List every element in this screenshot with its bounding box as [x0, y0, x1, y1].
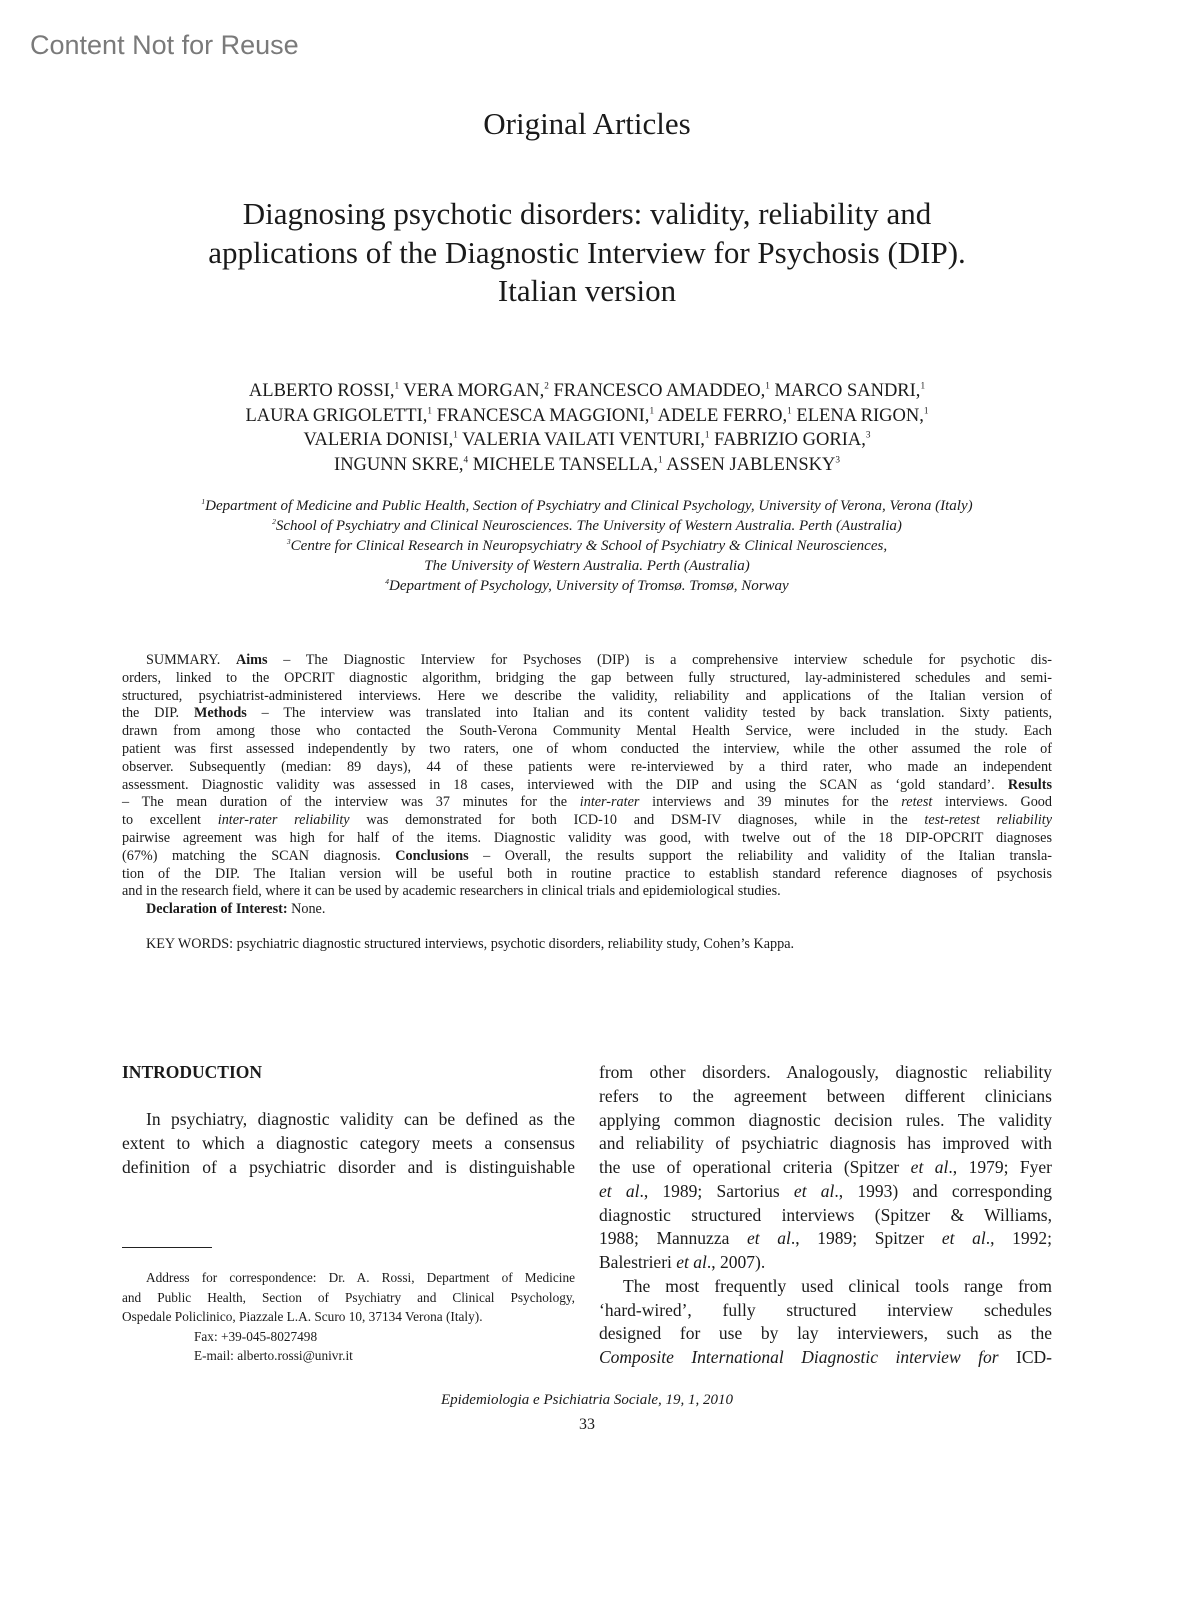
text-line: [0, 379, 1174, 404]
text-line: [0, 496, 1174, 516]
text-segment: Balestrieri: [599, 1252, 677, 1272]
text-line: [122, 652, 1052, 670]
text-line: [122, 1307, 575, 1327]
affiliation-marker: 1: [453, 431, 458, 442]
text-segment: (67%) matching the SCAN diagnosis.: [122, 847, 396, 864]
page-number: 33: [579, 1416, 595, 1433]
text-segment: FRANCESCA MAGGIONI,: [432, 405, 650, 426]
text-line: [0, 428, 1174, 453]
text-segment: The University of Western Australia. Perth (Australia): [424, 558, 750, 574]
text-line: [122, 1132, 575, 1156]
text-segment: SUMMARY.: [146, 652, 236, 668]
text-segment: the DIP.: [122, 705, 194, 722]
text-line: [122, 901, 1052, 919]
text-segment: VERA MORGAN,: [399, 381, 545, 401]
text-segment: FABRIZIO GORIA,: [709, 430, 866, 451]
text-segment: None.: [287, 901, 326, 918]
affiliation-marker: 2: [544, 381, 549, 392]
title-line: Italian version: [497, 273, 677, 308]
text-line: [122, 830, 1052, 848]
body-column-right: [599, 1061, 1052, 1370]
text-line: [599, 1061, 1052, 1085]
text-segment: interviews. Good: [932, 794, 1052, 811]
watermark: Content Not for Reuse: [30, 30, 299, 60]
italic-text: et al: [793, 1180, 835, 1201]
text-line: [599, 1132, 1052, 1156]
italic-text: inter-rater reliability: [217, 812, 350, 829]
text-segment: In psychiatry, diagnostic validity can be defined as the: [146, 1109, 575, 1129]
italic-text: et al: [910, 1157, 949, 1177]
text-line: [0, 556, 1174, 576]
text-segment: E-mail: alberto.rossi@univr.it: [194, 1348, 353, 1363]
affiliation-marker: 1: [201, 497, 206, 506]
text-segment: tion of the DIP. The Italian version will be useful both in routine practice to establish standard reference diagnoses of psychosis: [122, 865, 1052, 882]
affiliation-marker: 1: [920, 381, 926, 392]
text-line: [122, 866, 1052, 884]
italic-text: et al: [599, 1180, 640, 1201]
text-line: [599, 1109, 1052, 1133]
text-line: [122, 1327, 575, 1347]
text-segment: ELENA RIGON,: [791, 405, 924, 426]
text-line: [122, 848, 1052, 866]
text-segment: the use of operational criteria (Spitzer: [599, 1157, 911, 1177]
text-segment: Centre for Clinical Research in Neuropsychiatry & School of Psychiatry & Clinical Neurosciences,: [290, 538, 888, 554]
affiliation-marker: 1: [787, 406, 792, 417]
affiliation-marker: 1: [923, 406, 929, 417]
title-line: applications of the Diagnostic Interview for Psychosis (DIP).: [208, 234, 966, 270]
text-line: [599, 1251, 1052, 1275]
text-segment: FRANCESCO AMADDEO,: [548, 381, 766, 401]
text-segment: VALERIA DONISI,: [303, 430, 454, 451]
text-segment: ICD-: [998, 1347, 1053, 1367]
text-line: [122, 1288, 575, 1308]
text-segment: ALBERTO ROSSI,: [248, 381, 395, 401]
affiliation-marker: 3: [286, 537, 291, 546]
text-line: [122, 1156, 575, 1180]
text-segment: patient was first assessed independently by two raters, one of whom conducted the interview, while the other assumed the role of: [122, 740, 1052, 757]
text-line: [599, 1227, 1052, 1251]
text-segment: pairwise agreement was high for half of the items. Diagnostic validity was good, with twelve out of the 18 DIP-OPCRIT diagnoses: [122, 829, 1052, 846]
keywords: KEY WORDS: psychiatric diagnostic structured interviews, psychotic disorders, reliability study, Cohen’s Kappa.: [146, 936, 795, 952]
text-line: [599, 1346, 1052, 1370]
text-segment: orders, linked to the OPCRIT diagnostic algorithm, bridging the gap between fully structured, lay-administered schedules and semi-: [122, 669, 1052, 686]
article-title: [0, 195, 1174, 311]
text-segment: MARCO SANDRI,: [769, 381, 921, 401]
affiliation-marker: 1: [765, 381, 770, 392]
text-segment: – The Diagnostic Interview for Psychoses (DIP) is a comprehensive interview schedule for psychotic dis-: [267, 652, 1052, 668]
text-line: [122, 1108, 575, 1132]
text-segment: drawn from among those who contacted the South-Verona Community Mental Health Service, were included in the study. Each: [122, 723, 1052, 740]
text-segment: MICHELE TANSELLA,: [468, 455, 658, 476]
text-line: [599, 1322, 1052, 1346]
text-segment: Department of Psychology, University of Tromsø. Tromsø, Norway: [389, 578, 789, 594]
text-line: [122, 741, 1052, 759]
bold-text: Methods: [193, 705, 247, 722]
text-segment: assessment. Diagnostic validity was assessed in 18 cases, interviewed with the DIP and using the SCAN as ‘gold standard’.: [122, 776, 1008, 793]
text-line: [599, 1156, 1052, 1180]
text-line: [0, 404, 1174, 429]
affiliation-marker: 4: [385, 577, 389, 586]
text-segment: The most frequently used clinical tools range from: [623, 1275, 1052, 1296]
italic-text: et al: [941, 1228, 986, 1249]
title-line: Diagnosing psychotic disorders: validity, reliability and: [242, 196, 932, 231]
bold-text: Conclusions: [395, 847, 469, 864]
journal-citation-footer: Epidemiologia e Psichiatria Sociale, 19, 1, 2010: [440, 1392, 734, 1408]
text-segment: LAURA GRIGOLETTI,: [245, 405, 428, 426]
body-column-left: [122, 1108, 575, 1179]
text-line: [0, 516, 1174, 536]
text-line: [599, 1275, 1052, 1299]
text-line: [122, 812, 1052, 830]
text-line: [122, 1346, 575, 1366]
text-segment: from other disorders. Analogously, diagnostic reliability: [599, 1062, 1052, 1082]
text-segment: – Overall, the results support the reliability and validity of the Italian transla-: [468, 847, 1052, 864]
text-segment: and in the research field, where it can be used by academic researchers in clinical trials and epidemiological studies.: [122, 883, 781, 900]
text-line: [599, 1299, 1052, 1323]
abstract-summary: [122, 652, 1052, 919]
section-label: Original Articles: [483, 106, 691, 141]
text-segment: Address for correspondence: Dr. A. Rossi, Department of Medicine: [146, 1270, 575, 1285]
text-line: [0, 453, 1174, 478]
text-segment: Fax: +39-045-8027498: [194, 1328, 318, 1344]
affiliation-marker: 4: [463, 455, 469, 466]
text-segment: observer. Subsequently (median: 89 days), 44 of these patients were re-interviewed by a third rater, who made an independent: [122, 758, 1052, 775]
text-segment: ‘hard-wired’, fully structured interview schedules: [599, 1299, 1052, 1320]
text-line: [122, 1268, 575, 1288]
text-segment: – The interview was translated into Italian and its content validity tested by back translation. Sixty patients,: [246, 705, 1052, 722]
bold-text: Aims: [235, 652, 268, 668]
text-segment: extent to which a diagnostic category meets a consensus: [122, 1132, 575, 1153]
text-segment: structured, psychiatrist-administered interviews. Here we describe the validity, reliability and applications of the Italian version of: [122, 687, 1052, 704]
italic-text: Composite International Diagnostic interview for: [599, 1347, 999, 1367]
italic-text: retest: [901, 794, 933, 811]
text-segment: ., 1989; Sartorius: [639, 1180, 794, 1201]
text-line: [0, 536, 1174, 556]
text-segment: – The mean duration of the interview was 37 minutes for the: [122, 794, 580, 811]
text-segment: ., 1989; Spitzer: [790, 1228, 942, 1249]
correspondence-footnote: [122, 1268, 575, 1366]
text-segment: ADELE FERRO,: [654, 405, 788, 426]
italic-text: inter-rater: [579, 794, 640, 811]
text-segment: INGUNN SKRE,: [334, 455, 464, 476]
bold-text: Results: [1007, 776, 1052, 793]
text-segment: Department of Medicine and Public Health, Section of Psychiatry and Clinical Psychology, University of Verona, Verona (Italy): [205, 498, 973, 514]
text-segment: diagnostic structured interviews (Spitzer & Williams,: [599, 1204, 1052, 1225]
affiliation-marker: 1: [649, 406, 655, 417]
text-line: [122, 759, 1052, 777]
text-segment: refers to the agreement between different clinicians: [599, 1085, 1052, 1106]
section-heading-introduction: INTRODUCTION: [122, 1062, 263, 1082]
affiliation-marker: 3: [835, 455, 840, 466]
text-line: [122, 777, 1052, 795]
text-segment: definition of a psychiatric disorder and is distinguishable: [122, 1156, 575, 1177]
text-line: [122, 883, 1052, 901]
text-segment: ., 1992;: [985, 1228, 1052, 1249]
text-line: [122, 688, 1052, 706]
affiliation-marker: 1: [704, 431, 710, 442]
italic-text: et al: [676, 1252, 707, 1272]
italic-text: et al: [746, 1228, 791, 1249]
footnote-divider: [122, 1247, 212, 1248]
text-segment: and reliability of psychiatric diagnosis has improved with: [599, 1133, 1052, 1154]
text-line: [599, 1085, 1052, 1109]
author-list: [0, 379, 1174, 478]
text-segment: ASSEN JABLENSKY: [662, 455, 836, 476]
text-segment: 1988; Mannuzza: [599, 1228, 747, 1249]
affiliation-marker: 1: [427, 406, 433, 417]
bold-text: Declaration of Interest:: [146, 901, 288, 918]
italic-text: test-retest reliability: [924, 812, 1052, 829]
text-line: [122, 705, 1052, 723]
text-segment: Ospedale Policlinico, Piazzale L.A. Scuro 10, 37134 Verona (Italy).: [122, 1309, 483, 1324]
text-segment: ., 2007).: [706, 1252, 766, 1272]
text-segment: and Public Health, Section of Psychiatry and Clinical Psychology,: [122, 1289, 575, 1305]
affiliation-marker: 1: [394, 381, 400, 392]
text-segment: ., 1993) and corresponding: [834, 1180, 1052, 1201]
text-line: [122, 794, 1052, 812]
text-line: [599, 1180, 1052, 1204]
text-line: [122, 723, 1052, 741]
affiliation-marker: 1: [658, 455, 663, 466]
affiliation-marker: 3: [865, 431, 871, 442]
text-segment: VALERIA VAILATI VENTURI,: [457, 430, 705, 451]
text-line: [0, 576, 1174, 596]
text-segment: applying common diagnostic decision rules. The validity: [599, 1109, 1052, 1130]
affiliation-marker: 2: [272, 517, 276, 526]
text-line: [599, 1204, 1052, 1228]
text-segment: to excellent: [122, 812, 218, 829]
text-line: [122, 670, 1052, 688]
affiliations: [0, 496, 1174, 596]
text-segment: School of Psychiatry and Clinical Neurosciences. The University of Western Australia. Perth (Australia): [275, 518, 902, 534]
text-segment: was demonstrated for both ICD-10 and DSM-IV diagnoses, while in the: [349, 812, 925, 829]
text-segment: designed for use by lay interviewers, such as the: [599, 1323, 1052, 1344]
text-segment: interviews and 39 minutes for the: [639, 794, 902, 811]
text-segment: ., 1979; Fyer: [948, 1157, 1052, 1177]
